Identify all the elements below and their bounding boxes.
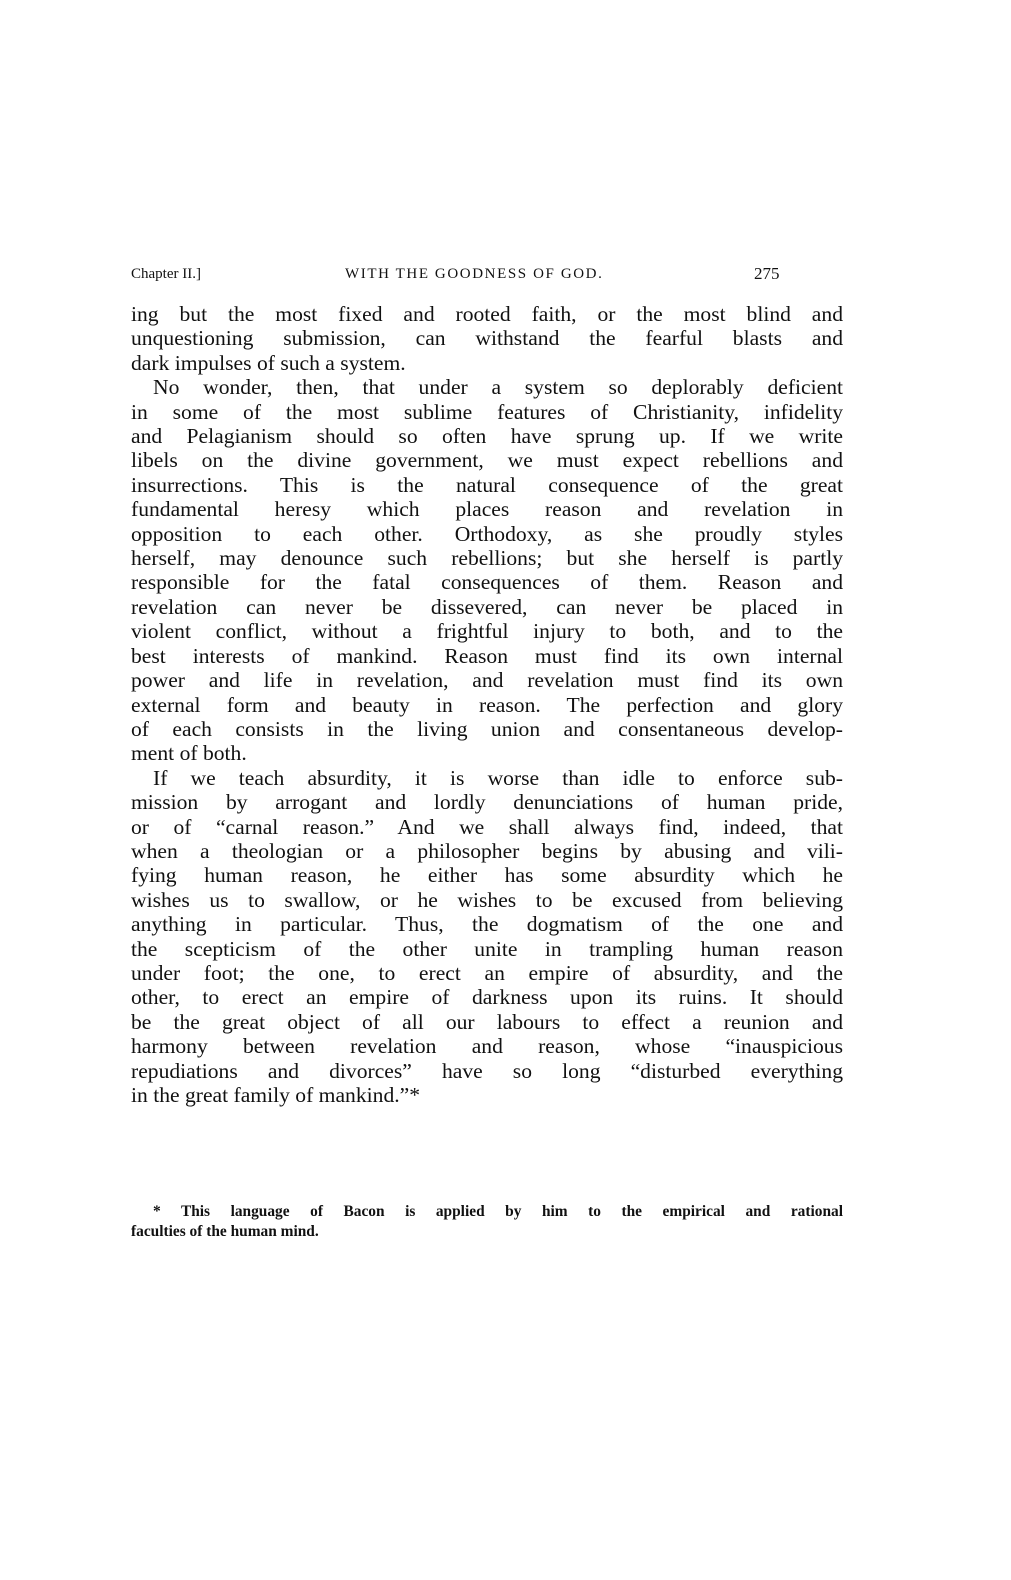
text-line: other, to erect an empire of darkness upon its ruins. It should	[131, 985, 843, 1010]
text-line: opposition to each other. Orthodoxy, as she proudly styles	[131, 521, 843, 546]
text-line: No wonder, then, that under a system so deplorably deficient	[153, 375, 843, 400]
text-line: be the great object of all our labours to effect a reunion and	[131, 1009, 843, 1034]
text-line: of each consists in the living union and consentaneous develop-	[131, 716, 843, 741]
text-line: dark impulses of such a system.	[131, 350, 406, 375]
text-line: when a theologian or a philosopher begins by abusing and vili-	[131, 838, 843, 863]
text-line: libels on the divine government, we must expect rebellions and	[131, 448, 843, 473]
text-line: in some of the most sublime features of Christianity, infidelity	[131, 399, 843, 424]
text-line: best interests of mankind. Reason must find its own internal	[131, 643, 843, 668]
footnote-line: faculties of the human mind.	[131, 1223, 319, 1240]
text-line: insurrections. This is the natural consequence of the great	[131, 472, 843, 497]
running-title: WITH THE GOODNESS OF GOD.	[345, 266, 604, 282]
running-header	[131, 262, 831, 288]
text-line: or of “carnal reason.” And we shall always find, indeed, that	[131, 814, 843, 839]
text-line: anything in particular. Thus, the dogmatism of the one and	[131, 912, 843, 937]
page-number: 275	[754, 264, 780, 283]
paragraph	[131, 766, 843, 1108]
footnote-line: * This language of Bacon is applied by him to the empirical and rational	[153, 1203, 843, 1220]
text-line: If we teach absurdity, it is worse than idle to enforce sub-	[153, 765, 843, 790]
body-text	[131, 302, 843, 1107]
paragraph	[131, 375, 843, 766]
text-line: and Pelagianism should so often have sprung up. If we write	[131, 424, 843, 449]
paragraph	[131, 302, 843, 375]
text-line: the scepticism of the other unite in trampling human reason	[131, 936, 843, 961]
chapter-label: Chapter II.]	[131, 266, 201, 282]
text-line: revelation can never be dissevered, can never be placed in	[131, 594, 843, 619]
text-line: repudiations and divorces” have so long “disturbed everything	[131, 1058, 843, 1083]
text-line: fying human reason, he either has some absurdity which he	[131, 863, 843, 888]
text-line: in the great family of mankind.”*	[131, 1083, 421, 1107]
text-line: responsible for the fatal consequences of them. Reason and	[131, 570, 843, 595]
text-line: ment of both.	[131, 741, 247, 766]
text-line: herself, may denounce such rebellions; but she herself is partly	[131, 546, 843, 571]
text-line: under foot; the one, to erect an empire of absurdity, and the	[131, 960, 843, 985]
text-line: violent conflict, without a frightful injury to both, and to the	[131, 619, 843, 644]
text-line: harmony between revelation and reason, whose “inauspicious	[131, 1034, 843, 1059]
text-line: unquestioning submission, can withstand the fearful blasts and	[131, 326, 843, 351]
text-line: wishes us to swallow, or he wishes to be excused from believing	[131, 887, 843, 912]
footnote	[131, 1202, 843, 1242]
text-line: external form and beauty in reason. The perfection and glory	[131, 692, 843, 717]
text-line: fundamental heresy which places reason and revelation in	[131, 497, 843, 522]
text-line: mission by arrogant and lordly denunciations of human pride,	[131, 790, 843, 815]
text-line: power and life in revelation, and revelation must find its own	[131, 668, 843, 693]
text-line: ing but the most fixed and rooted faith, or the most blind and	[131, 302, 843, 326]
